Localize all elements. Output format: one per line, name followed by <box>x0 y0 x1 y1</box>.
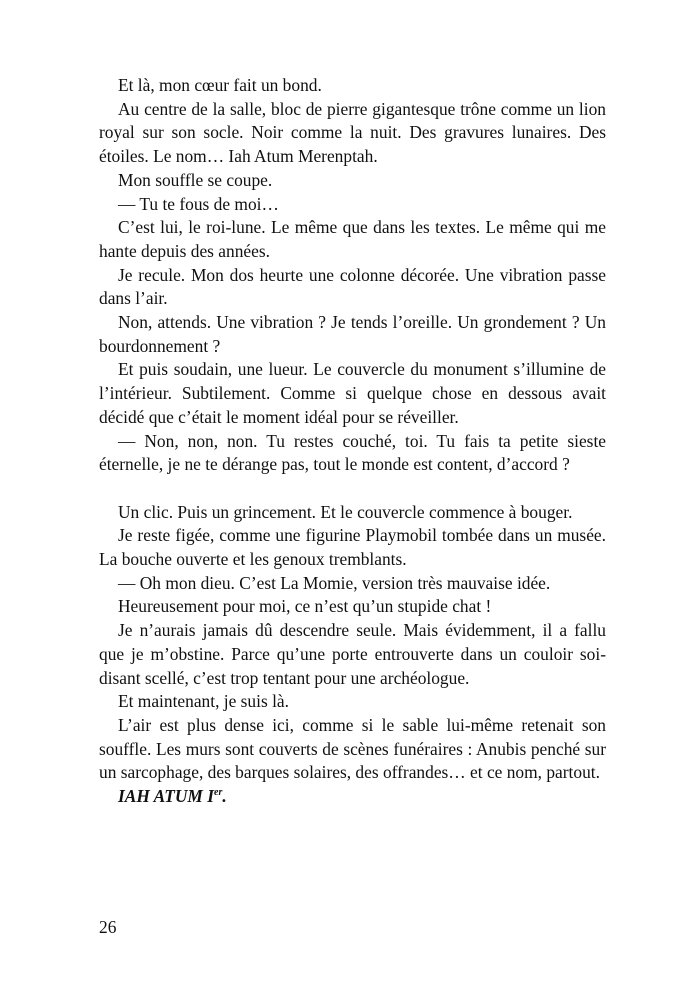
emphasis-suffix: . <box>222 786 227 807</box>
paragraph: Au centre de la salle, bloc de pierre gigantesque trône comme un lion royal sur son socle. Noir comme la nuit. Des gravures lunaires. Des étoiles. Le nom… Iah Atum Merenptah. <box>99 98 606 167</box>
paragraph: — Oh mon dieu. C’est La Momie, version très mauvaise idée. <box>118 572 551 593</box>
paragraph: Mon souffle se coupe. <box>118 169 273 190</box>
emphasis-superscript: er <box>214 787 223 799</box>
paragraph: Non, attends. Une vibration ? Je tends l’oreille. Un grondement ? Un bourdonnement ? <box>99 312 606 356</box>
paragraph: Et maintenant, je suis là. <box>118 691 289 712</box>
paragraph: Et puis soudain, une lueur. Le couvercle du monument s’illumine de l’intérieur. Subtilement. Comme si quelque chose en dessous avait décidé que c’était le moment idéal pour se réveiller. <box>99 359 606 427</box>
paragraph: Je reste figée, comme une figurine Playmobil tombée dans un musée. La bouche ouverte et les genoux tremblants. <box>99 525 606 570</box>
emphasis-text: IAH ATUM I <box>118 786 214 807</box>
paragraph: Heureusement pour moi, ce n’est qu’un stupide chat ! <box>118 596 492 617</box>
paragraph: L’air est plus dense ici, comme si le sable lui-même retenait son souffle. Les murs sont couverts de scènes funéraires : Anubis penché sur un sarcophage, des barques solaires, des offrandes… et ce nom, partout. <box>99 714 606 783</box>
paragraph: Je recule. Mon dos heurte une colonne décorée. Une vibration passe dans l’air. <box>99 264 606 309</box>
page-number: 26 <box>99 917 117 937</box>
paragraph: C’est lui, le roi-lune. Le même que dans les textes. Le même qui me hante depuis des années. <box>99 217 606 261</box>
body-text <box>99 74 606 809</box>
paragraph: — Tu te fous de moi… <box>118 193 279 214</box>
paragraph: — Non, non, non. Tu restes couché, toi. Tu fais ta petite sieste éternelle, je ne te dérange pas, tout le monde est content, d’accord ? <box>99 430 606 475</box>
paragraph: Un clic. Puis un grincement. Et le couvercle commence à bouger. <box>118 501 573 522</box>
final-emphasis-line <box>99 785 606 809</box>
paragraph: Je n’aurais jamais dû descendre seule. Mais évidemment, il a fallu que je m’obstine. Parce qu’une porte entrouverte dans un couloir soi-disant scellé, c’est trop tentant pour une archéologue. <box>99 620 606 688</box>
scene-break <box>99 477 606 501</box>
paragraph: Et là, mon cœur fait un bond. <box>118 75 322 95</box>
